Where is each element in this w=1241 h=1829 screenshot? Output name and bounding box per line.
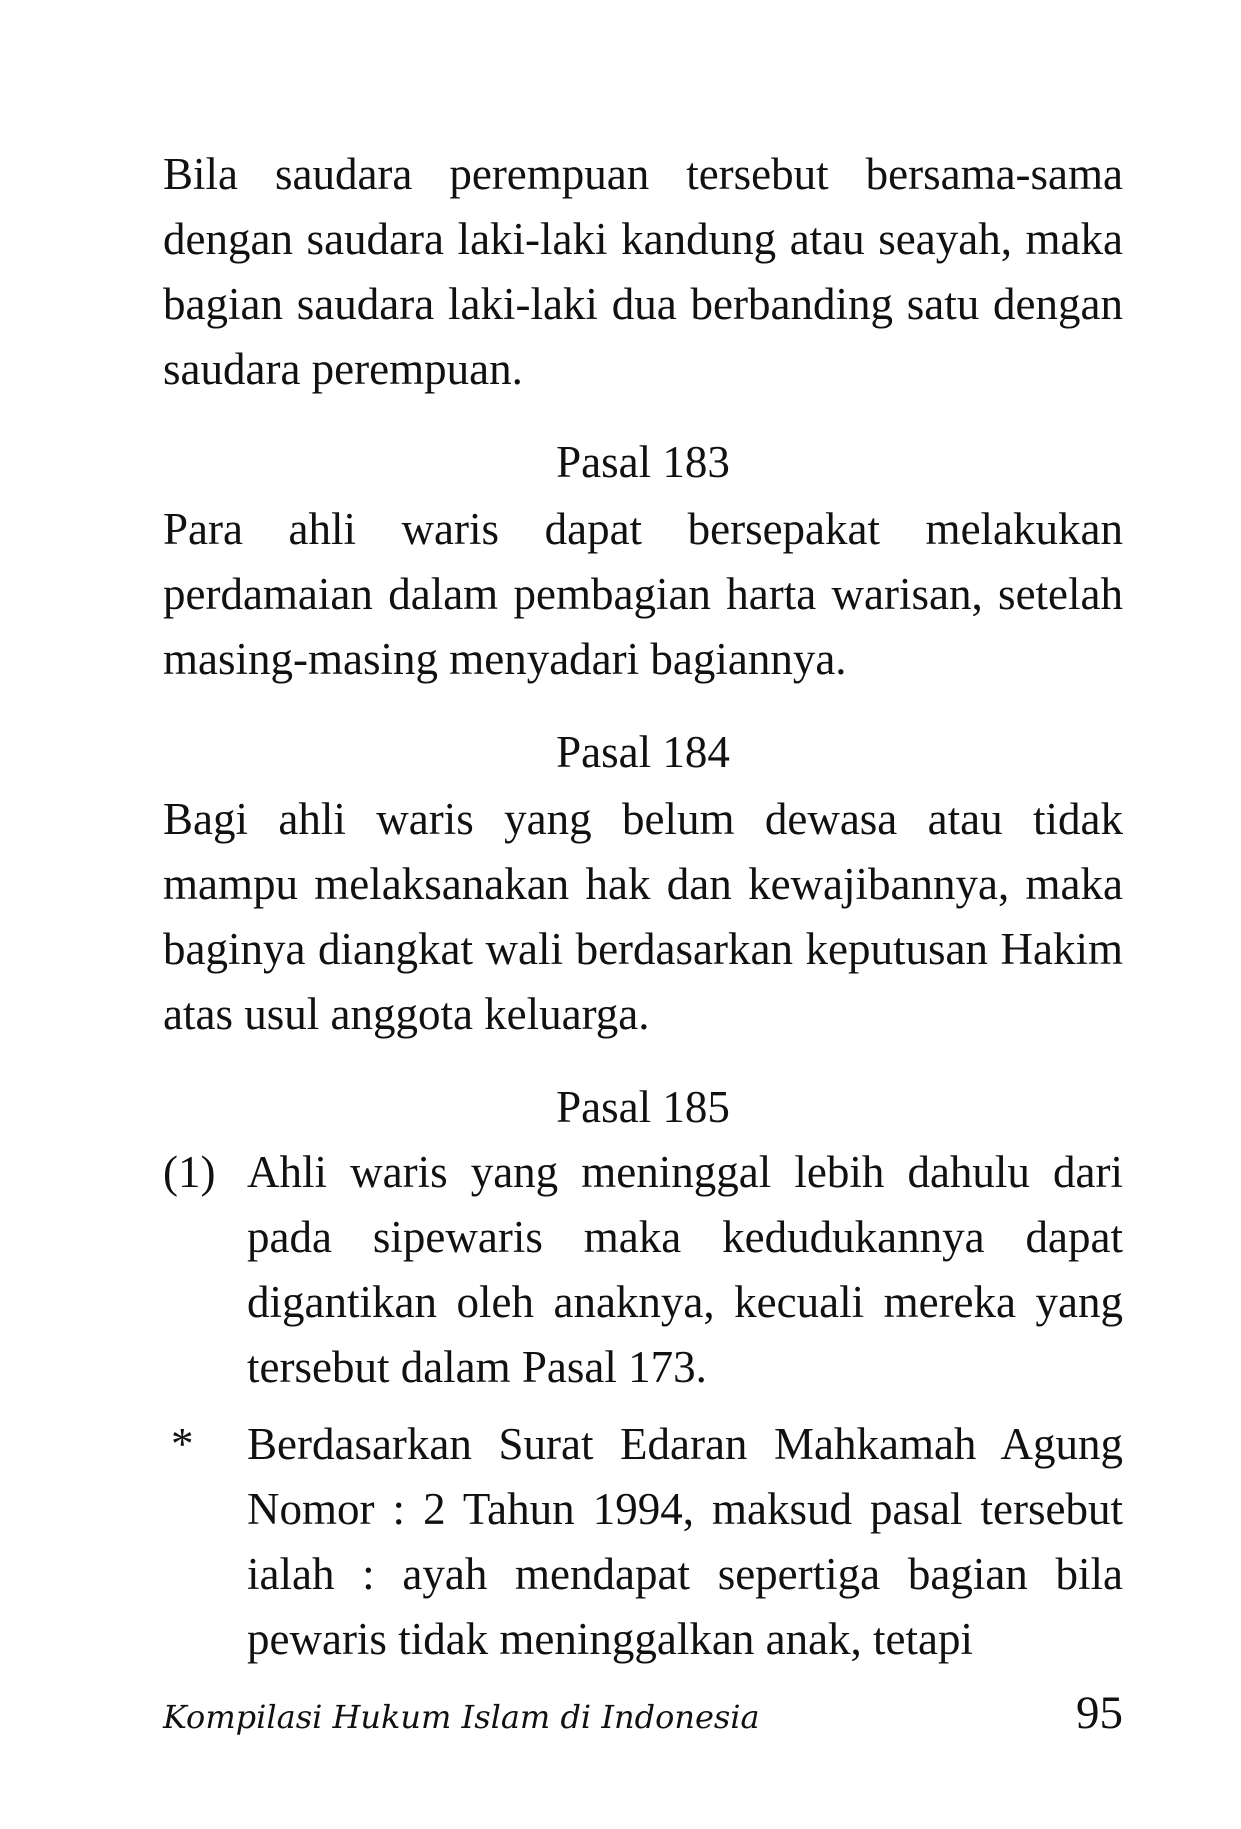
article-body-184: Bagi ahli waris yang belum dewasa atau tidak mampu melaksanakan hak dan kewajibannya, maka baginya diangkat wali berdasarkan keputusan Hakim atas usul anggota keluarga. <box>163 794 1123 1039</box>
article-185-note <box>163 1412 1123 1672</box>
intro-paragraph: Bila saudara perempuan tersebut bersama-sama dengan saudara laki-laki kandung atau seayah, maka bagian saudara laki-laki dua berbanding satu dengan saudara perempuan. <box>163 149 1123 394</box>
article-heading-185: Pasal 185 <box>556 1082 730 1132</box>
page-content <box>163 142 1123 1672</box>
article-heading-184: Pasal 184 <box>556 727 730 777</box>
page-footer <box>163 1686 1123 1740</box>
note-text: Berdasarkan Surat Edaran Mahkamah Agung Nomor : 2 Tahun 1994, maksud pasal tersebut ialah : ayah mendapat sepertiga bagian bila pewaris tidak meninggalkan anak, tetapi <box>247 1419 1123 1664</box>
article-185-item-1 <box>163 1140 1123 1400</box>
asterisk-marker: * <box>171 1419 194 1469</box>
item-text: Ahli waris yang meninggal lebih dahulu dari pada sipewaris maka kedudukannya dapat digantikan oleh anaknya, kecuali mereka yang tersebut dalam Pasal 173. <box>247 1147 1123 1392</box>
article-body-183: Para ahli waris dapat bersepakat melakukan perdamaian dalam pembagian harta warisan, setelah masing-masing menyadari bagiannya. <box>163 504 1123 684</box>
book-title: Kompilasi Hukum Islam di Indonesia <box>163 1698 760 1736</box>
page-number: 95 <box>1076 1687 1123 1739</box>
article-heading-183: Pasal 183 <box>556 437 730 487</box>
item-marker: (1) <box>163 1147 216 1197</box>
